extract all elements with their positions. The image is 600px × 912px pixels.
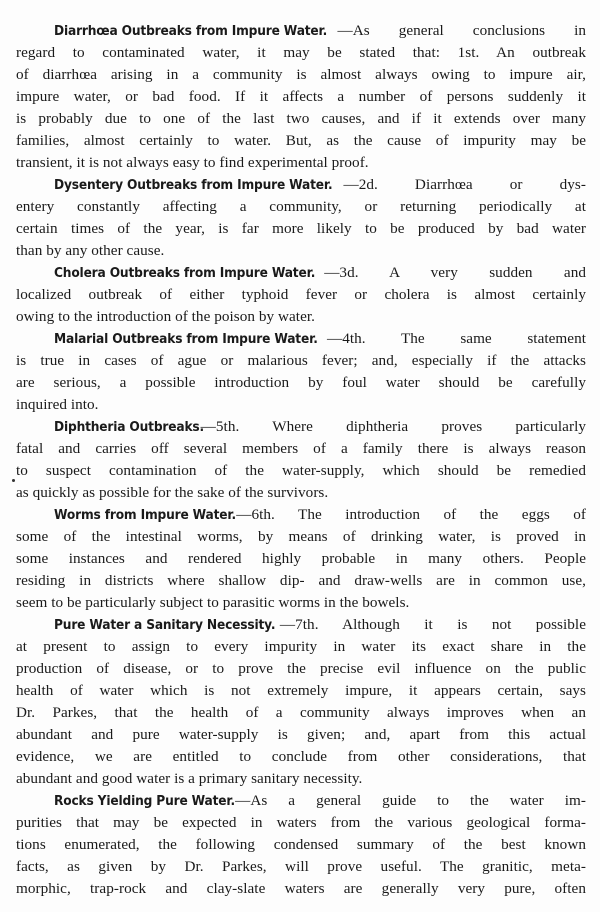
paragraph-line: some of the intestinal worms, by means of drinking water, is proved in xyxy=(16,528,586,545)
paragraph-line: localized outbreak of either typhoid fever or cholera is almost certainly xyxy=(16,286,586,303)
line-text: —4th. The same statement xyxy=(326,330,586,347)
paragraph-line: purities that may be expected in waters from the various geological forma- xyxy=(16,814,586,831)
section-heading: Diarrhœa Outbreaks from Impure Water. xyxy=(54,23,328,39)
paragraph-line: of diarrhœa arising in a community is almost always owing to impure air, xyxy=(16,66,586,83)
paragraph-line: owing to the introduction of the poison by water. xyxy=(16,308,315,325)
section-heading: Diphtheria Outbreaks. xyxy=(54,419,205,435)
paragraph-line: to suspect contamination of the water-supply, which should be remedied xyxy=(16,462,586,479)
line-text: —6th. The introduction of the eggs of xyxy=(236,506,586,523)
paragraph-first-line xyxy=(16,174,586,196)
paragraph-line: health of water which is not extremely impure, it appears certain, says xyxy=(16,682,586,699)
paragraph-first-line xyxy=(16,416,586,438)
paragraph-line: are serious, a possible introduction by foul water should be carefully xyxy=(16,374,586,391)
paragraph-first-line xyxy=(16,614,586,636)
print-speck xyxy=(12,479,15,482)
paragraph xyxy=(16,262,586,328)
section-heading: Worms from Impure Water. xyxy=(54,507,236,523)
paragraph-first-line xyxy=(16,504,586,526)
paragraph-first-line xyxy=(16,262,586,284)
paragraph xyxy=(16,174,586,262)
paragraph-line: is probably due to one of the last two causes, and if it extends over many xyxy=(16,110,586,127)
paragraph-line: as quickly as possible for the sake of the survivors. xyxy=(16,484,329,501)
paragraph-line: residing in districts where shallow dip- and draw-wells are in common use, xyxy=(16,572,586,589)
paragraph-line: families, almost certainly to water. But, as the cause of impurity may be xyxy=(16,132,586,149)
paragraph-line: is true in cases of ague or malarious fever; and, especially if the attacks xyxy=(16,352,586,369)
paragraph-first-line xyxy=(16,328,586,350)
paragraph-line: facts, as given by Dr. Parkes, will prove useful. The granitic, meta- xyxy=(16,858,586,875)
section-heading: Malarial Outbreaks from Impure Water. xyxy=(54,331,318,347)
paragraph-line: entery constantly affecting a community, or returning periodically at xyxy=(16,198,586,215)
line-text: —As general conclusions in xyxy=(337,22,586,39)
line-text: —As a general guide to the water im- xyxy=(235,792,586,809)
paragraph-first-line xyxy=(16,20,586,42)
paragraph-line: fatal and carries off several members of a family there is always reason xyxy=(16,440,586,457)
paragraph-line: seem to be particularly subject to parasitic worms in the bowels. xyxy=(16,594,410,611)
line-text: —7th. Although it is not possible xyxy=(279,616,586,633)
paragraph-line: at present to assign to every impurity in water its exact share in the xyxy=(16,638,586,655)
paragraph-first-line xyxy=(16,790,586,812)
paragraph-line: morphic, trap-rock and clay-slate waters are generally very pure, often xyxy=(16,880,586,897)
paragraph-line: evidence, we are entitled to conclude from other considerations, that xyxy=(16,748,586,765)
paragraph-line: than by any other cause. xyxy=(16,242,165,259)
line-text: —3d. A very sudden and xyxy=(324,264,586,281)
paragraph-line: production of disease, or to prove the precise evil influence on the public xyxy=(16,660,586,677)
paragraph xyxy=(16,614,586,790)
paragraph-line: impure water, or bad food. If it affects a number of persons suddenly it xyxy=(16,88,586,105)
paragraph xyxy=(16,416,586,504)
paragraph-line: inquired into. xyxy=(16,396,99,413)
paragraph-line: abundant and pure water-supply is given; and, apart from this actual xyxy=(16,726,586,743)
line-text: —5th. Where diphtheria proves particularly xyxy=(200,418,586,435)
section-heading: Dysentery Outbreaks from Impure Water. xyxy=(54,177,333,193)
paragraph xyxy=(16,790,586,900)
paragraph-line: tions enumerated, the following condensed summary of the best known xyxy=(16,836,586,853)
paragraph xyxy=(16,504,586,614)
paragraph-line: transient, it is not always easy to find experimental proof. xyxy=(16,154,369,171)
paragraph xyxy=(16,328,586,416)
paragraph-line: regard to contaminated water, it may be stated that: 1st. An outbreak xyxy=(16,44,586,61)
section-heading: Pure Water a Sanitary Necessity. xyxy=(54,617,276,633)
section-heading: Rocks Yielding Pure Water. xyxy=(54,793,235,809)
paragraph-line: abundant and good water is a primary sanitary necessity. xyxy=(16,770,363,787)
paragraph-line: certain times of the year, is far more likely to be produced by bad water xyxy=(16,220,586,237)
paragraph-line: Dr. Parkes, that the health of a community always improves when an xyxy=(16,704,586,721)
line-text: —2d. Diarrhœa or dys- xyxy=(343,176,586,193)
paragraph-line: some instances and rendered highly probable in many others. People xyxy=(16,550,586,567)
section-heading: Cholera Outbreaks from Impure Water. xyxy=(54,265,316,281)
page-text xyxy=(16,20,586,900)
paragraph xyxy=(16,20,586,174)
